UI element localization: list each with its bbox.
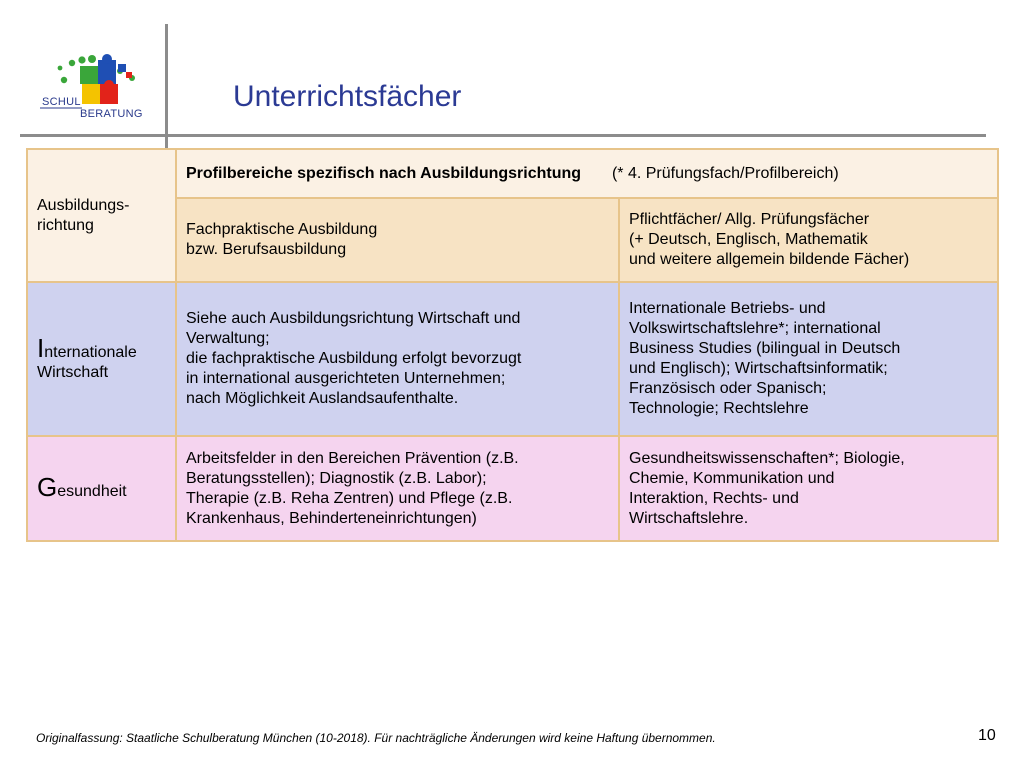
header-line: Ausbildungs-: [37, 196, 130, 214]
horizontal-divider: [20, 134, 986, 137]
header-cell-ausbildungsrichtung: [27, 149, 176, 282]
row-label-line1: [37, 332, 166, 363]
cell-fachpraktisch-int: [176, 282, 619, 436]
cell-fachpraktisch-ges: [176, 436, 619, 541]
cell-line: Technologie; Rechtslehre: [629, 400, 809, 417]
vertical-divider: [165, 24, 168, 152]
cell-line: Krankenhaus, Behinderteneinrichtungen): [186, 509, 477, 527]
row-label-internationale-wirtschaft: [27, 282, 176, 436]
cell-line: Französisch oder Spanisch;: [629, 380, 827, 397]
logo-text-beratung: BERATUNG: [80, 108, 143, 120]
cell-line: und Englisch); Wirtschaftsinformatik;: [629, 360, 888, 377]
table-row-gesundheit: [27, 436, 998, 541]
subheader-line: und weitere allgemein bildende Fächer): [629, 251, 910, 268]
cell-line: Business Studies (bilingual in Deutsch: [629, 340, 901, 357]
header-cell-profilbereiche: [176, 149, 998, 198]
row-label-initial: I: [37, 332, 45, 363]
subheader-cell-pflichtfaecher: [619, 198, 998, 282]
cell-line: Verwaltung;: [186, 330, 270, 347]
header-span-note: (* 4. Prüfungsfach/Profilbereich): [611, 164, 839, 182]
header-line: richtung: [37, 216, 94, 234]
row-label-initial: G: [37, 472, 58, 502]
cell-line: Internationale Betriebs- und: [629, 300, 826, 317]
cell-line: Volkswirtschaftslehre*; international: [629, 320, 881, 337]
subheader-line: Pflichtfächer/ Allg. Prüfungsfächer: [629, 211, 870, 228]
cell-pflichtfaecher-int: [619, 282, 998, 436]
row-label-gesundheit: [27, 436, 176, 541]
schulberatung-logo: [36, 50, 156, 124]
cell-line: die fachpraktische Ausbildung erfolgt bevorzugt: [186, 350, 522, 367]
cell-line: Chemie, Kommunikation und: [629, 469, 835, 487]
row-label-line1: [37, 472, 166, 502]
subheader-line: Fachpraktische Ausbildung: [186, 221, 378, 238]
page-number: 10: [978, 727, 996, 744]
cell-line: Arbeitsfelder in den Bereichen Prävention (z.B.: [186, 449, 519, 467]
subheader-line: bzw. Berufsausbildung: [186, 241, 347, 258]
header-span-title: Profilbereiche spezifisch nach Ausbildungsrichtung: [186, 164, 582, 182]
subheader-cell-fachpraktisch: [176, 198, 619, 282]
cell-line: nach Möglichkeit Auslandsaufenthalte.: [186, 390, 459, 407]
table-row-internationale-wirtschaft: [27, 282, 998, 436]
row-label-line2: Wirtschaft: [37, 363, 109, 381]
subheader-line: (+ Deutsch, Englisch, Mathematik: [629, 231, 868, 248]
cell-line: Gesundheitswissenschaften*; Biologie,: [629, 449, 905, 467]
page-title: Unterrichtsfächer: [233, 80, 462, 113]
cell-line: Interaktion, Rechts- und: [629, 489, 799, 507]
subjects-table: [26, 148, 999, 542]
row-label-rest: nternationale: [44, 343, 137, 361]
footer-disclaimer: Originalfassung: Staatliche Schulberatung München (10-2018). Für nachträgliche Änderungen wird keine Haftung übernommen.: [36, 731, 716, 745]
cell-line: in international ausgerichteten Unternehmen;: [186, 370, 506, 387]
cell-line: Therapie (z.B. Reha Zentren) und Pflege (z.B.: [186, 489, 513, 507]
cell-line: Beratungsstellen); Diagnostik (z.B. Labor);: [186, 469, 487, 487]
cell-pflichtfaecher-ges: [619, 436, 998, 541]
row-label-rest: esundheit: [57, 483, 127, 500]
logo-text-schul: SCHUL: [42, 96, 81, 108]
cell-line: Siehe auch Ausbildungsrichtung Wirtschaft und: [186, 310, 521, 327]
table-header-row: [27, 149, 998, 198]
cell-line: Wirtschaftslehre.: [629, 509, 749, 527]
